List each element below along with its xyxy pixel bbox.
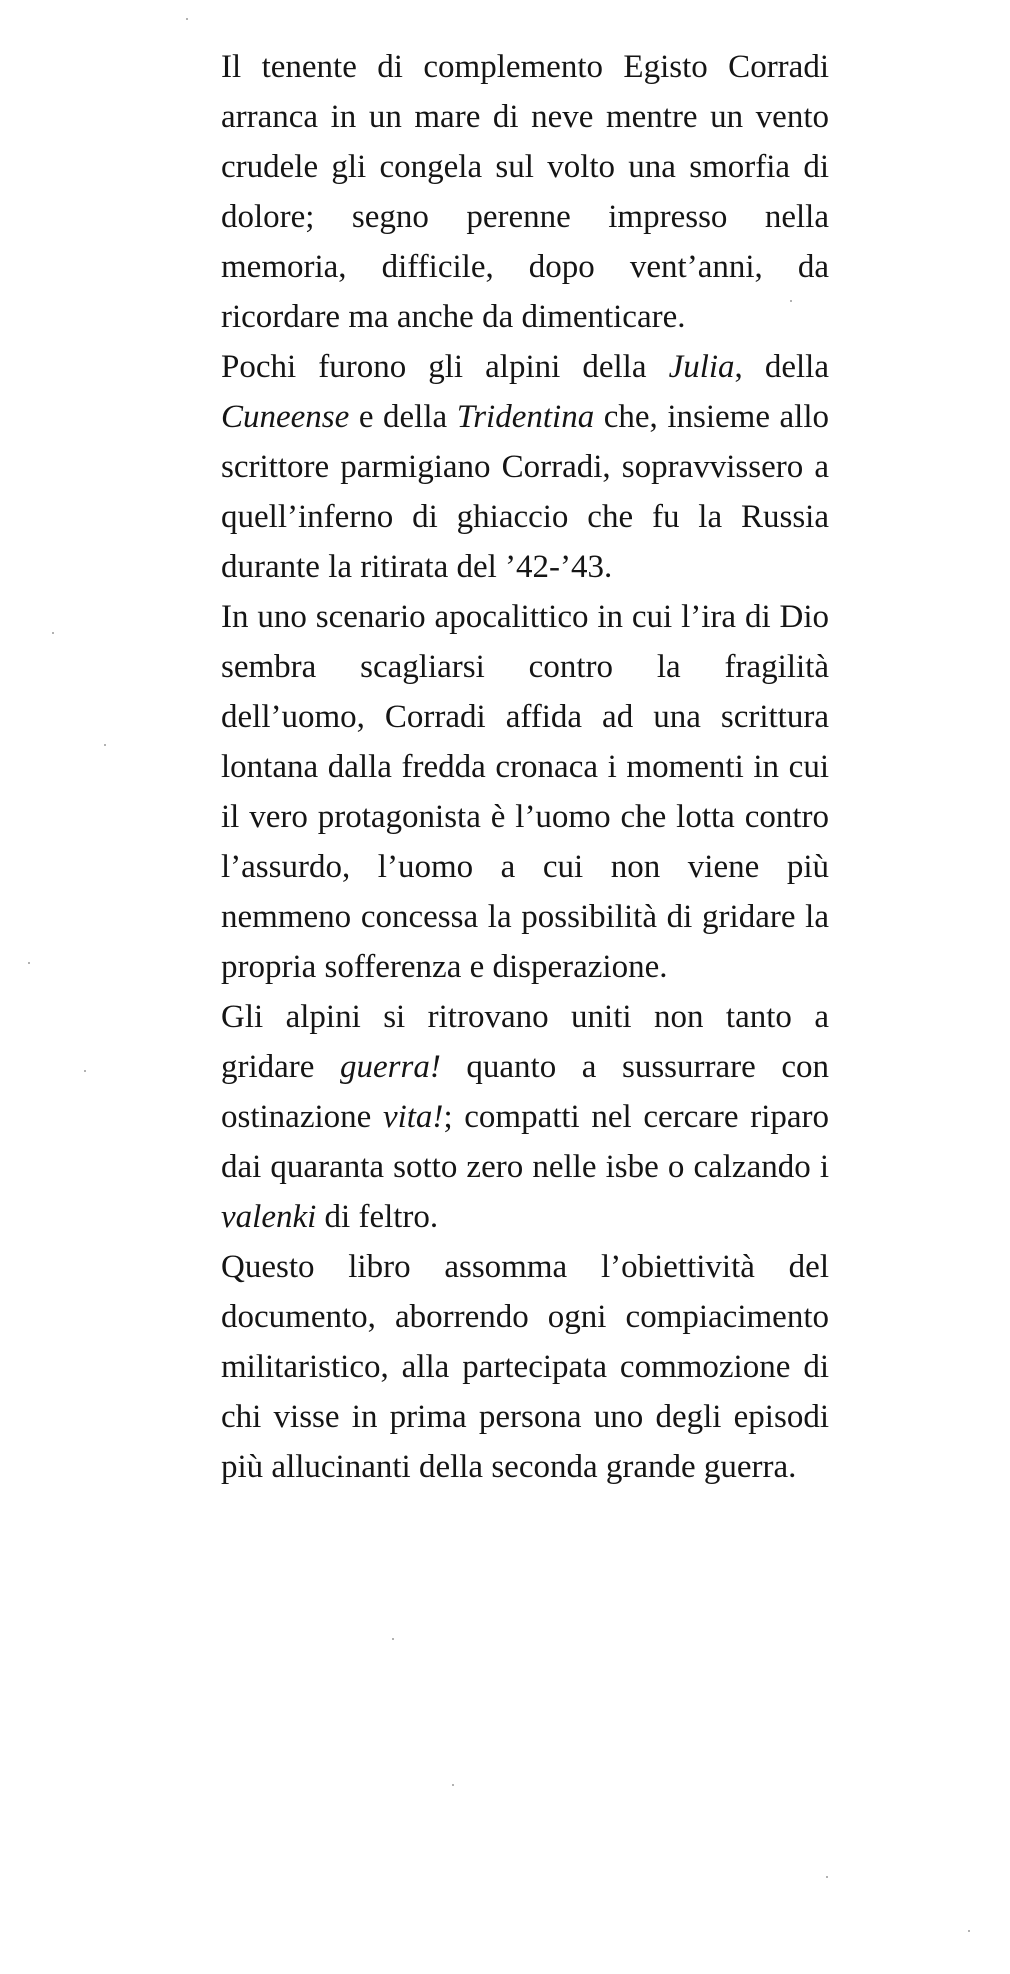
paragraph-3 (221, 592, 829, 992)
paragraph-2 (221, 342, 829, 592)
text-segment: Pochi furono gli alpini della (221, 349, 669, 385)
scan-speck (968, 1930, 970, 1932)
scan-speck (84, 1070, 86, 1072)
scan-speck (452, 1784, 454, 1786)
text-segment: In uno scenario apocalittico in cui l’ira di Dio sembra scagliarsi contro la fragilità dell’uomo, Corradi affida ad una scrittura lontana dalla fredda cronaca i momenti in cui il vero protagonista è l’uomo che lotta contro l’assurdo, l’uomo a cui non viene più nemmeno concessa la possibilità di gridare la propria sofferenza e disperazione. (221, 599, 829, 985)
text-segment: di feltro. (316, 1199, 439, 1235)
text-segment: , della (734, 349, 829, 385)
text-segment: e della (349, 399, 457, 435)
scan-speck (790, 300, 792, 302)
body-text (221, 42, 829, 1492)
scan-speck (186, 18, 188, 20)
paragraph-5 (221, 1242, 829, 1492)
paragraph-1 (221, 42, 829, 342)
text-segment: Il tenente di complemento Egisto Corradi arranca in un mare di neve mentre un vento crudele gli congela sul volto una smorfia di dolore; segno perenne impresso nella memoria, difficile, dopo vent’anni, da ricordare ma anche da dimenticare. (221, 49, 829, 335)
italic-title-tridentina: Tridentina (456, 399, 595, 435)
text-segment: che, insieme allo scrittore parmigiano Corradi, sopravvissero a quell’inferno di ghiaccio che fu la Russia durante la ritirata del ’42-’43. (221, 399, 829, 585)
italic-word-vita: vita! (382, 1099, 444, 1135)
scan-speck (826, 1876, 828, 1878)
text-segment: Gli alpini si ritrovano uniti non tanto a gridare (221, 999, 829, 1085)
text-segment: Questo libro assomma l’obiettività del documento, aborrendo ogni compiacimento militaristico, alla partecipata commozione di chi visse in prima persona uno degli episodi più allucinanti della seconda grande guerra. (221, 1249, 829, 1485)
italic-word-guerra: guerra! (340, 1049, 441, 1085)
scan-speck (52, 632, 54, 634)
paragraph-4 (221, 992, 829, 1242)
scan-speck (104, 744, 106, 746)
scan-speck (28, 962, 30, 964)
text-segment: ; compatti nel cercare riparo dai quaranta sotto zero nelle isbe o calzando i (221, 1099, 829, 1185)
text-segment: quanto a sussurrare con ostinazione (221, 1049, 829, 1135)
scan-speck (392, 1638, 394, 1640)
italic-title-cuneense: Cuneense (221, 399, 350, 435)
italic-word-valenki: valenki (221, 1199, 317, 1235)
italic-title-julia: Julia (668, 349, 735, 385)
